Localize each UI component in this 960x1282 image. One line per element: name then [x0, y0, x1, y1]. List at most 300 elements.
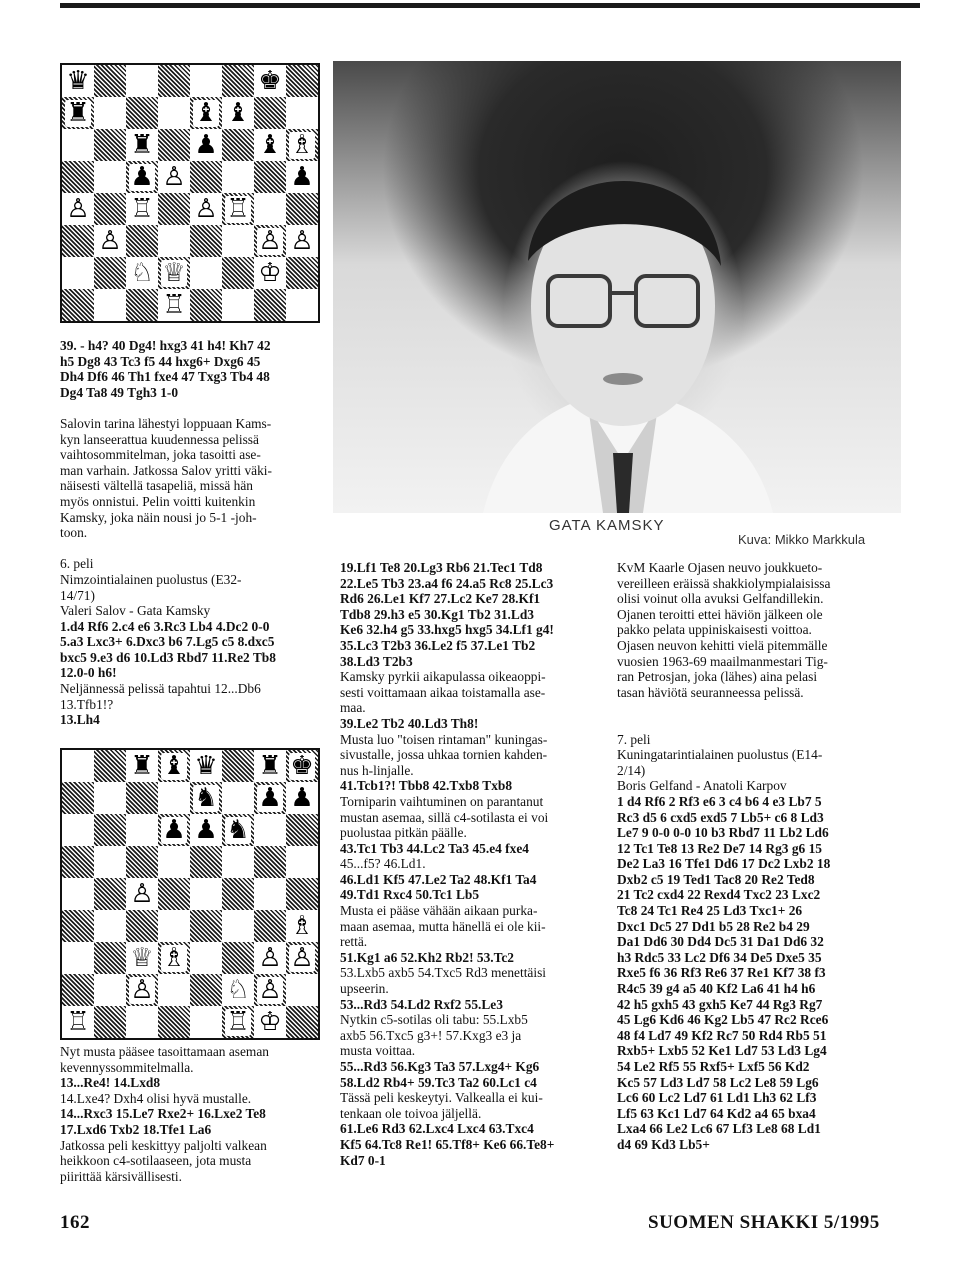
text-line: Kamsky pyrkii aikapulassa oikeaoppi-	[340, 669, 546, 685]
game-moves-line: 41.Tcb1?! Tbb8 42.Txb8 Txb8	[340, 778, 513, 794]
chess-piece: ♙	[258, 942, 282, 973]
board-square	[94, 782, 126, 814]
game-moves-line: 54 Le2 Rf5 55 Rxf5+ Lxf5 56 Kd2	[617, 1059, 810, 1074]
board-square	[254, 814, 286, 846]
board-square	[190, 942, 222, 974]
chess-piece: ♙	[258, 974, 282, 1005]
board-square	[158, 257, 190, 289]
chess-piece: ♙	[258, 225, 282, 256]
text-line: piirittää kärsivällisesti.	[60, 1168, 182, 1184]
board-square	[222, 225, 254, 257]
chess-piece: ♔	[258, 257, 282, 288]
game-moves-line: Lf5 63 Kc1 Ld7 64 Kd2 a4 65 bxa4	[617, 1105, 816, 1121]
board-square	[222, 750, 254, 782]
board-square	[94, 225, 126, 257]
board-square	[94, 846, 126, 878]
text-line: Ojasen neuvon kehitti vielä pitemmälle	[617, 637, 828, 653]
game-moves-line: Da1 Dd6 30 Dd4 Dc5 31 Da1 Dd6 32	[617, 934, 824, 950]
game-moves-line: 1 d4 Rf6 2 Rf3 e6 3 c4 b6 4 e3 Lb7 5	[617, 793, 822, 809]
game-moves-line: Kf5 64.Tc8 Re1! 65.Tf8+ Ke6 66.Te8+	[340, 1136, 555, 1152]
text-line: 14.Lxe4? Dxh4 olisi hyvä mustalle.	[60, 1090, 252, 1106]
board-square	[286, 289, 318, 321]
page-number: 162	[60, 1212, 90, 1233]
board-square	[254, 1006, 286, 1038]
board-square	[286, 910, 318, 942]
chess-piece: ♛	[66, 65, 90, 96]
board-square	[254, 225, 286, 257]
board-square	[94, 257, 126, 289]
board-square	[158, 193, 190, 225]
board-square	[254, 750, 286, 782]
game-moves-line: 13.Lh4	[60, 712, 100, 728]
game-moves-line: Rd6 26.Le1 Kf7 27.Lc2 Ke7 28.Kf1	[340, 591, 541, 607]
board-square	[94, 129, 126, 161]
game-moves-line: Tc8 24 Tc1 Re4 25 Ld3 Txc1+ 26	[617, 903, 803, 919]
board-square	[62, 225, 94, 257]
text-line: toon.	[60, 525, 88, 541]
text-line: 2/14)	[617, 762, 646, 778]
board-square	[126, 782, 158, 814]
board-square	[126, 846, 158, 878]
board-square	[222, 289, 254, 321]
game-moves-line: 13...Re4! 14.Lxd8	[60, 1075, 161, 1091]
board-square	[126, 1006, 158, 1038]
board-square	[126, 814, 158, 846]
text-line: kevennyssommitelmalla.	[60, 1059, 194, 1075]
chess-piece: ♕	[130, 942, 154, 973]
board-square	[286, 782, 318, 814]
chess-piece: ♜	[130, 129, 154, 160]
board-square	[158, 750, 190, 782]
chess-piece: ♔	[258, 1006, 282, 1037]
board-square	[190, 65, 222, 97]
board-square	[126, 225, 158, 257]
board-square	[126, 193, 158, 225]
game-moves-line: 45 Lg6 Kd6 46 Kg2 Lb5 47 Rc2 Rce6	[617, 1012, 829, 1028]
chess-piece: ♙	[194, 193, 218, 224]
chess-piece: ♞	[226, 814, 250, 845]
board-square	[286, 225, 318, 257]
board-square	[254, 129, 286, 161]
text-line: axb5 56.Txc5 g3+! 57.Kxg3 e3 ja	[340, 1027, 522, 1043]
text-line: maa.	[340, 700, 366, 716]
board-square	[190, 910, 222, 942]
text-line: näisesti vältellä tasapeliä, missä hän	[60, 478, 253, 494]
game-moves-line: 61.Le6 Rd3 62.Lxc4 Lxc4 63.Txc4	[340, 1121, 534, 1137]
text-line: tasan häviötä seuranneessa pelissä.	[617, 684, 804, 700]
text-line: Torniparin vaihtuminen on parantanut	[340, 793, 544, 809]
board-square	[254, 289, 286, 321]
text-line: Musta ei pääse vähään aikaan purka-	[340, 903, 538, 919]
text-line: olisi voinut olla avuksi Gelfandillekin.	[617, 591, 824, 607]
board-square	[158, 910, 190, 942]
text-line: Ojanen teroitti ettei häviön jälkeen ole	[617, 606, 823, 622]
chess-piece: ♚	[290, 750, 314, 781]
chess-piece: ♖	[226, 193, 250, 224]
board-square	[158, 782, 190, 814]
game-moves-line: 39.Le2 Tb2 40.Ld3 Th8!	[340, 715, 479, 731]
paragraph-gap	[60, 400, 322, 416]
board-square	[190, 814, 222, 846]
game-moves-line: h5 Dg8 43 Tc3 f5 44 hxg6+ Dxg6 45	[60, 353, 261, 369]
board-square	[190, 257, 222, 289]
board-square	[286, 814, 318, 846]
chess-piece: ♗	[290, 910, 314, 941]
chess-piece: ♙	[98, 225, 122, 256]
board-square	[190, 782, 222, 814]
game-moves-line: Lxa4 66 Le2 Lc6 67 Lf3 Le8 68 Ld1	[617, 1121, 821, 1137]
text-line: myös onnistui. Pelin voitti kuitenkin	[60, 493, 256, 509]
text-line: tenkaan ole toivoa jäljellä.	[340, 1105, 482, 1121]
top-rule	[60, 3, 920, 8]
text-line: Jatkossa peli keskittyy paljolti valkean	[60, 1137, 267, 1153]
game-moves-line: 5.a3 Lxc3+ 6.Dxc3 b6 7.Lg5 c5 8.dxc5	[60, 634, 275, 650]
col3-text	[617, 560, 882, 1153]
board-square	[158, 878, 190, 910]
chess-piece: ♗	[290, 129, 314, 160]
board-square	[286, 974, 318, 1006]
board-square	[254, 846, 286, 878]
text-line: man varhain. Jatkossa Salov yritti väki-	[60, 462, 272, 478]
board-square	[254, 878, 286, 910]
text-line: 13.Tfb1!?	[60, 696, 114, 712]
game-moves-line: De2 La3 16 Tfe1 Dd6 17 Dc2 Lxb2 18	[617, 856, 831, 872]
board-square	[190, 193, 222, 225]
paragraph-gap	[617, 700, 882, 716]
board-square	[126, 65, 158, 97]
text-line: Neljännessä pelissä tapahtui 12...Db6	[60, 681, 261, 697]
game-moves-line: 22.Le5 Tb3 23.a4 f6 24.a5 Rc8 25.Lc3	[340, 575, 554, 591]
text-line: Boris Gelfand - Anatoli Karpov	[617, 778, 787, 794]
chess-piece: ♖	[130, 193, 154, 224]
chess-piece: ♟	[130, 161, 154, 192]
photo-credit: Kuva: Mikko Markkula	[738, 532, 866, 547]
game-moves-line: R4c5 39 g4 a5 40 Kf2 La6 41 h4 h6	[617, 981, 816, 997]
board-square	[222, 1006, 254, 1038]
game-moves-line: 46.Ld1 Kf5 47.Le2 Ta2 48.Kf1 Ta4	[340, 871, 537, 887]
board-square	[286, 878, 318, 910]
col1-top-text	[60, 338, 322, 728]
board-square	[62, 782, 94, 814]
board-square	[126, 942, 158, 974]
board-square	[286, 97, 318, 129]
board-square	[286, 129, 318, 161]
board-square	[62, 161, 94, 193]
board-square	[126, 750, 158, 782]
text-line: Nytkin c5-sotilas oli tabu: 55.Lxb5	[340, 1012, 528, 1028]
text-line: KvM Kaarle Ojasen neuvo joukkueto-	[617, 560, 823, 575]
text-line: rettä.	[340, 934, 368, 950]
chess-piece: ♞	[194, 782, 218, 813]
board-square	[286, 161, 318, 193]
photo-shapes	[333, 61, 901, 513]
board-square	[158, 97, 190, 129]
board-square	[254, 65, 286, 97]
board-square	[94, 750, 126, 782]
chess-piece: ♙	[162, 161, 186, 192]
chess-piece: ♙	[130, 974, 154, 1005]
chess-piece: ♖	[226, 1006, 250, 1037]
game-moves-line: Dh4 Df6 46 Th1 fxe4 47 Txg3 Tb4 48	[60, 369, 270, 385]
board-square	[222, 65, 254, 97]
chess-piece: ♝	[162, 750, 186, 781]
game-moves-line: 55...Rd3 56.Kg3 Ta3 57.Lxg4+ Kg6	[340, 1059, 540, 1074]
chess-piece: ♕	[162, 257, 186, 288]
text-line: Valeri Salov - Gata Kamsky	[60, 603, 211, 619]
board-square	[62, 750, 94, 782]
magazine-title: SUOMEN SHAKKI 5/1995	[648, 1212, 880, 1233]
game-moves-line: 35.Lc3 T2b3 36.Le2 f5 37.Le1 Tb2	[340, 637, 536, 653]
board-square	[222, 193, 254, 225]
chess-piece: ♗	[162, 942, 186, 973]
paragraph-gap	[60, 541, 322, 557]
paragraph-gap	[617, 716, 882, 732]
game-moves-line: Tdb8 29.h3 e5 30.Kg1 Tb2 31.Ld3	[340, 606, 534, 622]
game-moves-line: Ke6 32.h4 g5 33.hxg5 hxg5 34.Lf1 g4!	[340, 622, 554, 638]
board-square	[62, 193, 94, 225]
board-square	[62, 289, 94, 321]
board-square	[94, 161, 126, 193]
board-square	[254, 97, 286, 129]
board-square	[62, 974, 94, 1006]
board-square	[222, 129, 254, 161]
text-line: Musta luo "toisen rintaman" kuningas-	[340, 731, 548, 747]
board-square	[158, 1006, 190, 1038]
text-line: musta voittaa.	[340, 1043, 416, 1059]
game-moves-line: 14...Rxc3 15.Le7 Rxe2+ 16.Lxe2 Te8	[60, 1106, 266, 1122]
board-square	[94, 942, 126, 974]
board-square	[94, 974, 126, 1006]
game-moves-line: Kd7 0-1	[340, 1152, 386, 1168]
board-square	[62, 129, 94, 161]
board-square	[190, 289, 222, 321]
board-square	[94, 1006, 126, 1038]
game-moves-line: Kc5 57 Ld3 Ld7 58 Lc2 Le8 59 Lg6	[617, 1074, 819, 1090]
chess-diagram-1	[60, 63, 320, 323]
text-line: sivustalle, jossa uhkaa tornien kahden-	[340, 747, 548, 763]
board-square	[126, 974, 158, 1006]
chess-piece: ♜	[66, 97, 90, 128]
board-square	[158, 846, 190, 878]
game-moves-line: Lc6 60 Lc2 Ld7 61 Ld1 Lh3 62 Lf3	[617, 1090, 817, 1106]
board-square	[94, 289, 126, 321]
board-square	[254, 942, 286, 974]
board-square	[190, 97, 222, 129]
game-moves-line: Dxc1 Dc5 27 Dd1 b5 28 Re2 b4 29	[617, 918, 810, 934]
game-moves-line: 49.Td1 Rxc4 50.Tc1 Lb5	[340, 887, 480, 903]
text-line: Kuningatarintialainen puolustus (E14-	[617, 747, 823, 763]
board-square	[126, 129, 158, 161]
game-moves-line: 51.Kg1 a6 52.Kh2 Rb2! 53.Tc2	[340, 949, 514, 965]
board-square	[222, 974, 254, 1006]
text-line: 53.Lxb5 axb5 54.Txc5 Rd3 menettäisi	[340, 965, 547, 981]
game-moves-line: 42 h5 gxh5 43 gxh5 Ke7 44 Rg3 Rg7	[617, 996, 823, 1012]
game-moves-line: d4 69 Kd3 Lb5+	[617, 1136, 710, 1152]
board-square	[94, 193, 126, 225]
board-square	[62, 910, 94, 942]
board-square	[254, 161, 286, 193]
game-moves-line: 12 Tc1 Te8 13 Re2 De7 14 Rg3 g6 15	[617, 840, 822, 856]
board-square	[62, 942, 94, 974]
game-moves-line: Rxe5 f6 36 Rf3 Re6 37 Re1 Kf7 38 f3	[617, 965, 826, 981]
board-square	[222, 814, 254, 846]
chess-piece: ♝	[258, 129, 282, 160]
board-square	[126, 97, 158, 129]
text-line: heikkoon c4-sotilaaseen, jota musta	[60, 1153, 252, 1169]
board-square	[222, 878, 254, 910]
board-square	[222, 942, 254, 974]
board-square	[254, 257, 286, 289]
board-square	[222, 782, 254, 814]
board-square	[94, 97, 126, 129]
col2-text	[340, 560, 603, 1168]
text-line: 14/71)	[60, 587, 95, 603]
board-square	[94, 878, 126, 910]
game-moves-line: 53...Rd3 54.Ld2 Rxf2 55.Le3	[340, 996, 503, 1012]
board-square	[190, 1006, 222, 1038]
board-square	[62, 65, 94, 97]
board-square	[158, 289, 190, 321]
board-square	[94, 814, 126, 846]
board-square	[126, 289, 158, 321]
board-square	[158, 942, 190, 974]
chess-piece: ♘	[130, 257, 154, 288]
game-moves-line: 17.Lxd6 Txb2 18.Tfe1 La6	[60, 1121, 212, 1137]
board-square	[286, 257, 318, 289]
text-line: vuosien 1963-69 maailmanmestari Tig-	[617, 653, 828, 669]
chess-piece: ♟	[290, 782, 314, 813]
chess-piece: ♖	[162, 289, 186, 320]
game-moves-line: 39. - h4? 40 Dg4! hxg3 41 h4! Kh7 42	[60, 338, 271, 353]
board-square	[190, 878, 222, 910]
chess-piece: ♜	[130, 750, 154, 781]
board-square	[62, 878, 94, 910]
chess-piece: ♝	[226, 97, 250, 128]
game-moves-line: 43.Tc1 Tb3 44.Lc2 Ta3 45.e4 fxe4	[340, 840, 529, 856]
chess-piece: ♙	[290, 225, 314, 256]
text-line: vereilleen eräissä shakkiolympialaisissa	[617, 575, 831, 591]
text-line: Salovin tarina lähestyi loppuaan Kams-	[60, 415, 272, 431]
chess-piece: ♘	[226, 974, 250, 1005]
board-square	[222, 910, 254, 942]
game-moves-line: bxc5 9.e3 d6 10.Ld3 Rbd7 11.Re2 Tb8	[60, 649, 276, 665]
board-square	[222, 846, 254, 878]
text-line: puolustaa pitkän päälle.	[340, 825, 467, 841]
chess-piece: ♟	[194, 129, 218, 160]
board-square	[286, 193, 318, 225]
text-line: Nyt musta pääsee tasoittamaan aseman	[60, 1044, 269, 1059]
chess-piece: ♙	[290, 942, 314, 973]
text-line: kyn lanseerattua kuudennessa pelissä	[60, 431, 259, 447]
game-moves-line: h3 Rdc5 33 Lc2 Df6 34 De5 Dxe5 35	[617, 949, 822, 965]
game-moves-line: Le7 9 0-0 0-0 10 b3 Rbd7 11 Lb2 Ld6	[617, 825, 829, 841]
board-square	[190, 225, 222, 257]
board-square	[286, 65, 318, 97]
board-square	[158, 129, 190, 161]
text-line: nus h-linjalle.	[340, 762, 414, 778]
text-line: 45...f5? 46.Ld1.	[340, 856, 426, 872]
board-square	[126, 257, 158, 289]
board-square	[190, 846, 222, 878]
board-square	[286, 1006, 318, 1038]
board-square	[126, 910, 158, 942]
text-line: maan asemaa, mutta hänellä ei ole kii-	[340, 918, 546, 934]
board-square	[62, 1006, 94, 1038]
text-line: mustan asemaa, sillä c4-sotilasta ei voi	[340, 809, 549, 825]
board-square	[222, 97, 254, 129]
text-line: pakko pelata uppiniskaisesti voittoa.	[617, 622, 812, 638]
text-line: vaihtosommitelman, joka tasoitti ase-	[60, 447, 261, 463]
board-square	[62, 97, 94, 129]
board-square	[222, 257, 254, 289]
photo-caption-name: GATA KAMSKY	[549, 517, 665, 534]
game-moves-line: 58.Ld2 Rb4+ 59.Tc3 Ta2 60.Lc1 c4	[340, 1074, 537, 1090]
board-square	[286, 750, 318, 782]
player-photo	[333, 61, 901, 513]
board-square	[126, 161, 158, 193]
game-moves-line: Rxb5+ Lxb5 52 Ke1 Ld7 53 Ld3 Lg4	[617, 1043, 827, 1059]
board-square	[158, 974, 190, 1006]
col1-bottom-text	[60, 1044, 322, 1184]
board-square	[158, 225, 190, 257]
chess-piece: ♜	[258, 750, 282, 781]
game-moves-line: 48 f4 Ld7 49 Kf2 Rc7 50 Rd4 Rb5 51	[617, 1027, 827, 1043]
board-square	[254, 782, 286, 814]
chess-piece: ♙	[130, 878, 154, 909]
chess-piece: ♟	[194, 814, 218, 845]
board-square	[126, 878, 158, 910]
chess-piece: ♟	[290, 161, 314, 192]
chess-piece: ♖	[66, 1006, 90, 1037]
board-square	[286, 942, 318, 974]
game-moves-line: 1.d4 Rf6 2.c4 e6 3.Rc3 Lb4 4.Dc2 0-0	[60, 618, 270, 634]
text-line: 7. peli	[617, 731, 651, 747]
chess-piece: ♟	[162, 814, 186, 845]
game-moves-line: Rc3 d5 6 cxd5 exd5 7 Lb5+ c6 8 Ld3	[617, 809, 824, 825]
chess-piece: ♝	[194, 97, 218, 128]
text-line: Tässä peli keskeytyi. Valkealla ei kui-	[340, 1090, 543, 1106]
board-square	[222, 161, 254, 193]
board-square	[286, 846, 318, 878]
text-line: upseerin.	[340, 981, 389, 997]
board-square	[158, 814, 190, 846]
board-square	[94, 910, 126, 942]
board-square	[254, 974, 286, 1006]
chess-piece: ♛	[194, 750, 218, 781]
game-moves-line: 38.Ld3 T2b3	[340, 653, 413, 669]
board-square	[158, 161, 190, 193]
board-square	[190, 750, 222, 782]
game-moves-line: Dg4 Ta8 49 Tgh3 1-0	[60, 384, 179, 400]
board-square	[190, 129, 222, 161]
board-square	[62, 846, 94, 878]
game-moves-line: Dxb2 c5 19 Ted1 Tac8 20 Re2 Ted8	[617, 871, 815, 887]
text-line: Nimzointialainen puolustus (E32-	[60, 571, 242, 587]
board-square	[158, 65, 190, 97]
board-square	[62, 257, 94, 289]
text-line: sesti voittamaan aikaa toistamalla ase-	[340, 684, 546, 700]
board-square	[190, 974, 222, 1006]
game-moves-line: 21 Tc2 cxd4 22 Rexd4 Txc2 23 Lxc2	[617, 887, 821, 903]
chess-piece: ♙	[66, 193, 90, 224]
game-moves-line: 12.0-0 h6!	[60, 665, 117, 681]
chess-diagram-2	[60, 748, 320, 1040]
game-moves-line: 19.Lf1 Te8 20.Lg3 Rb6 21.Tec1 Td8	[340, 560, 543, 575]
board-square	[254, 910, 286, 942]
chess-piece: ♚	[258, 65, 282, 96]
board-square	[94, 65, 126, 97]
text-line: Kamsky, joka näin nousi jo 5-1 -joh-	[60, 509, 257, 525]
